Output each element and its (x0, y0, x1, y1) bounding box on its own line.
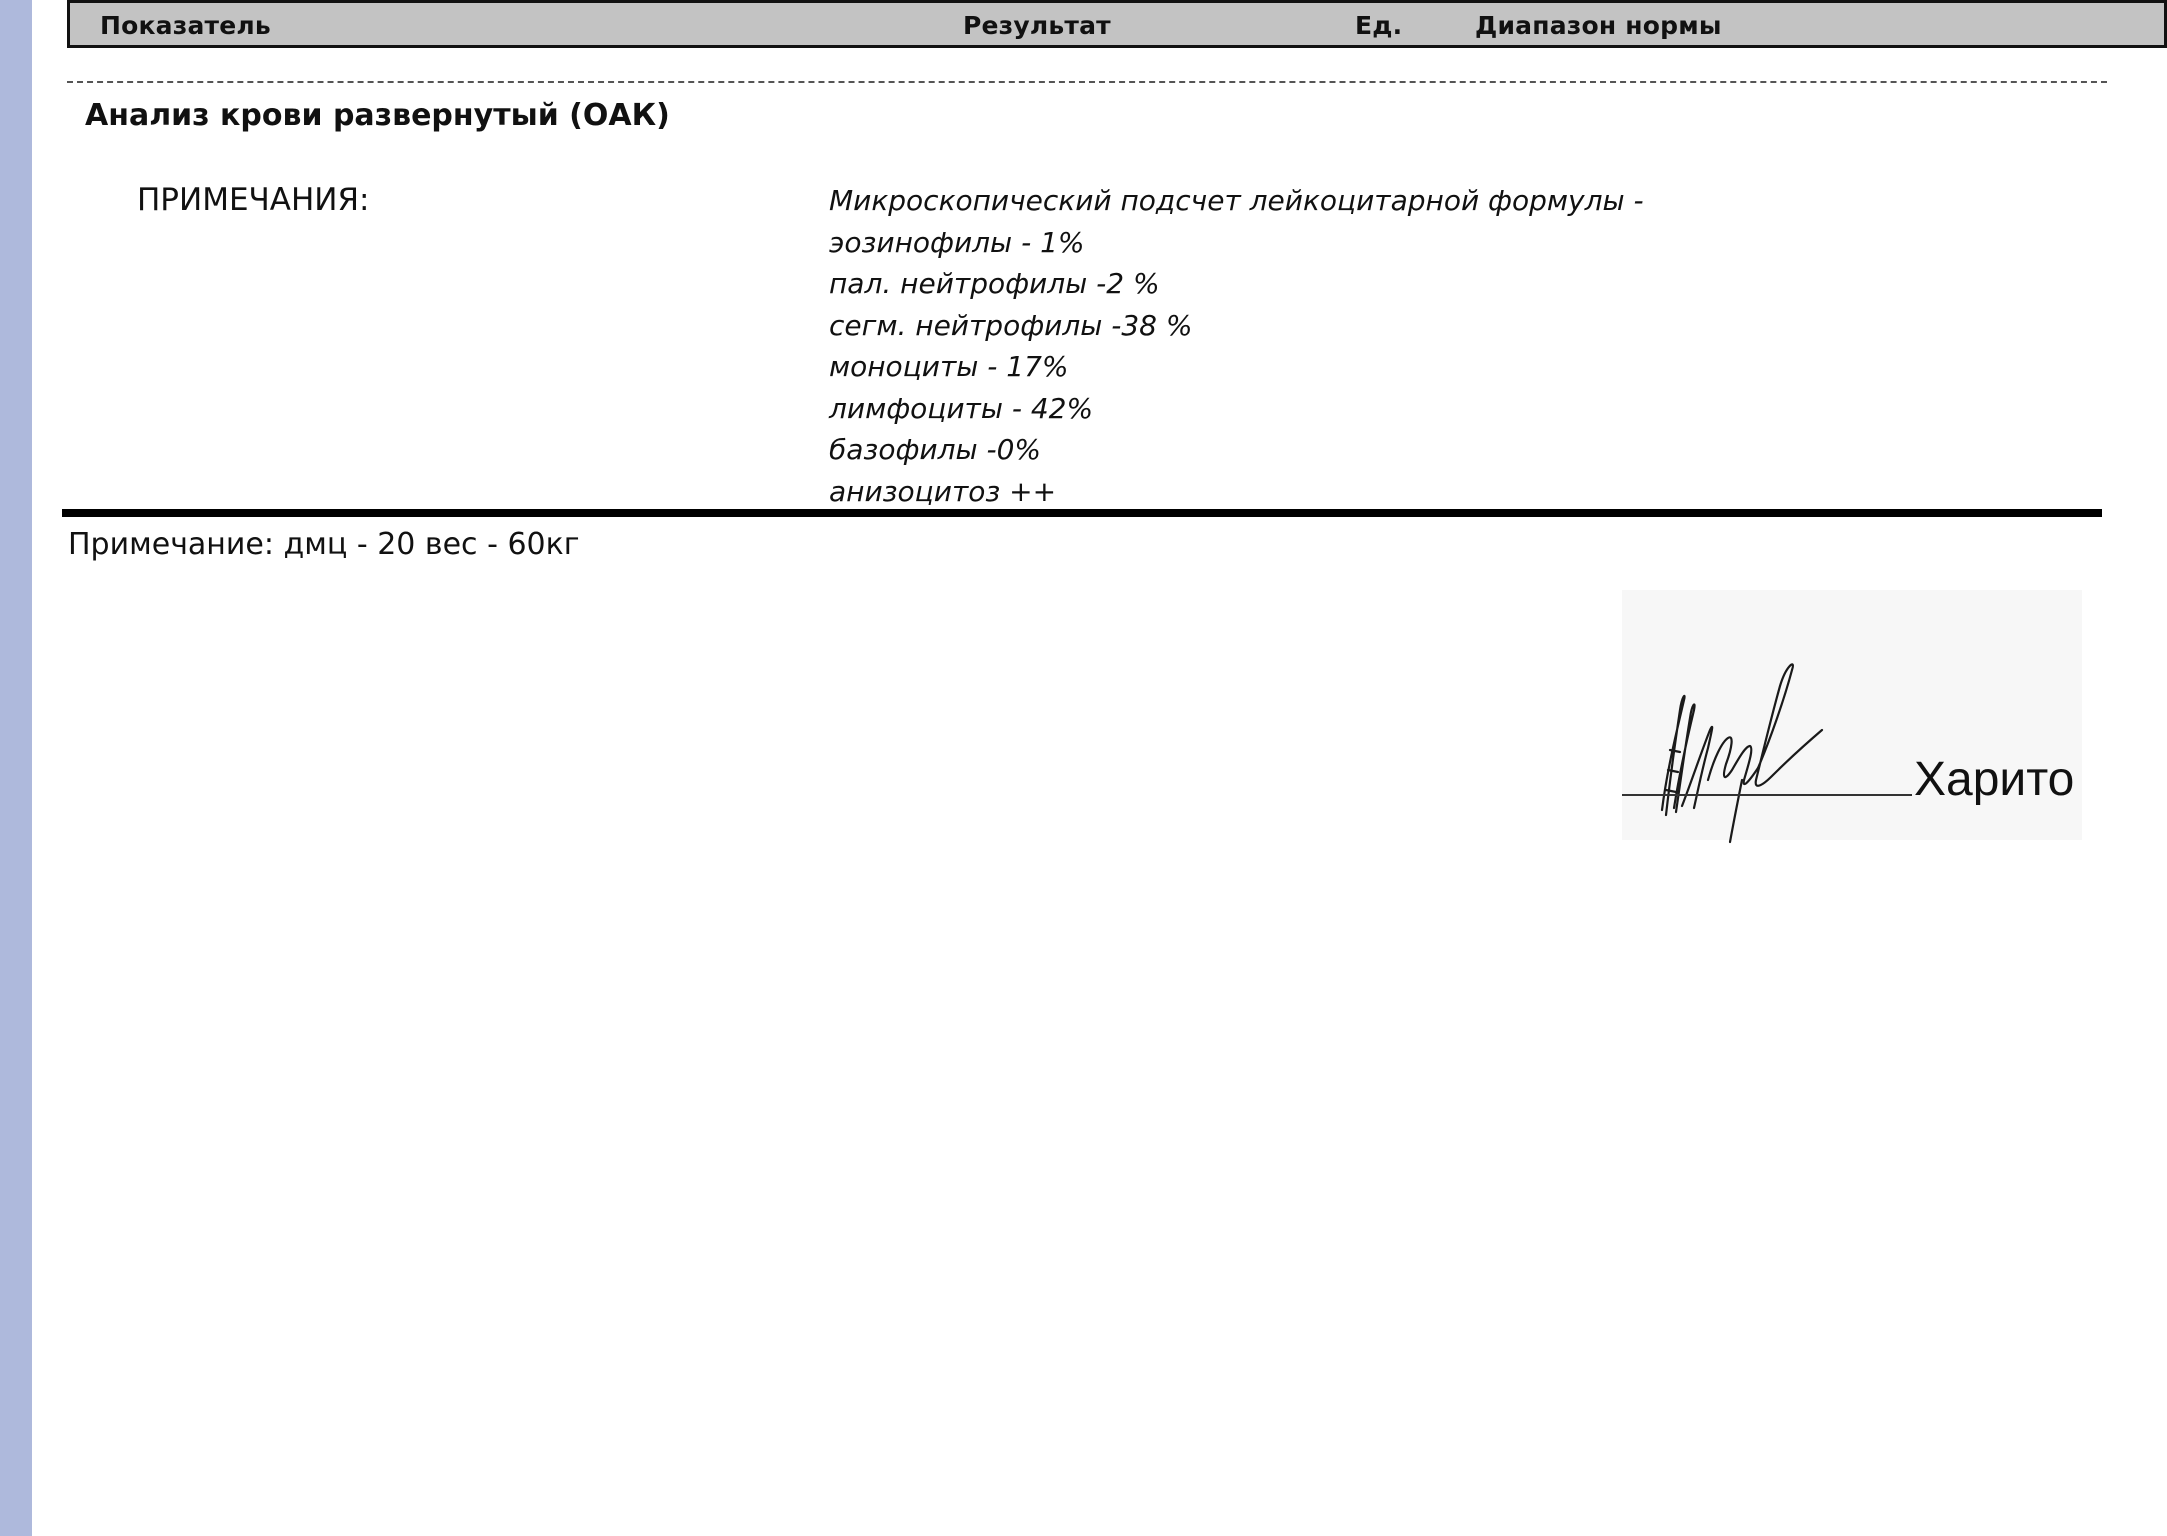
notes-line: пал. нейтрофилы -2 % (829, 267, 1160, 300)
notes-line: лимфоциты - 42% (829, 391, 1094, 425)
notes-line: базофилы -0% (829, 433, 1042, 466)
footer-note: Примечание: дмц - 20 вес - 60кг (68, 527, 580, 562)
notes-label: ПРИМЕЧАНИЯ: (137, 182, 370, 218)
column-header-unit: Ед. (1355, 11, 1403, 40)
notes-text (829, 180, 1644, 512)
left-margin-strip (0, 0, 32, 1536)
signature-line (1622, 794, 1912, 796)
section-title: Анализ крови развернутый (ОАК) (85, 98, 670, 133)
notes-line: сегм. нейтрофилы -38 % (829, 308, 1193, 342)
section-divider (67, 81, 2107, 83)
table-header (67, 0, 2167, 48)
handwritten-signature (1622, 630, 1922, 850)
notes-line: эозинофилы - 1% (829, 225, 1085, 259)
signer-name: Харито (1914, 753, 2075, 806)
signature-area (1622, 590, 2082, 840)
column-header-indicator: Показатель (100, 11, 271, 40)
lab-report-page (32, 0, 2075, 1536)
notes-line: Микроскопический подсчет лейкоцитарной формулы - (829, 184, 1644, 217)
column-header-result: Результат (963, 11, 1111, 40)
notes-line: моноциты - 17% (829, 350, 1069, 383)
column-header-range: Диапазон нормы (1475, 11, 1722, 40)
table-bottom-rule (62, 509, 2102, 517)
notes-line: анизоцитоз ++ (829, 474, 1057, 508)
